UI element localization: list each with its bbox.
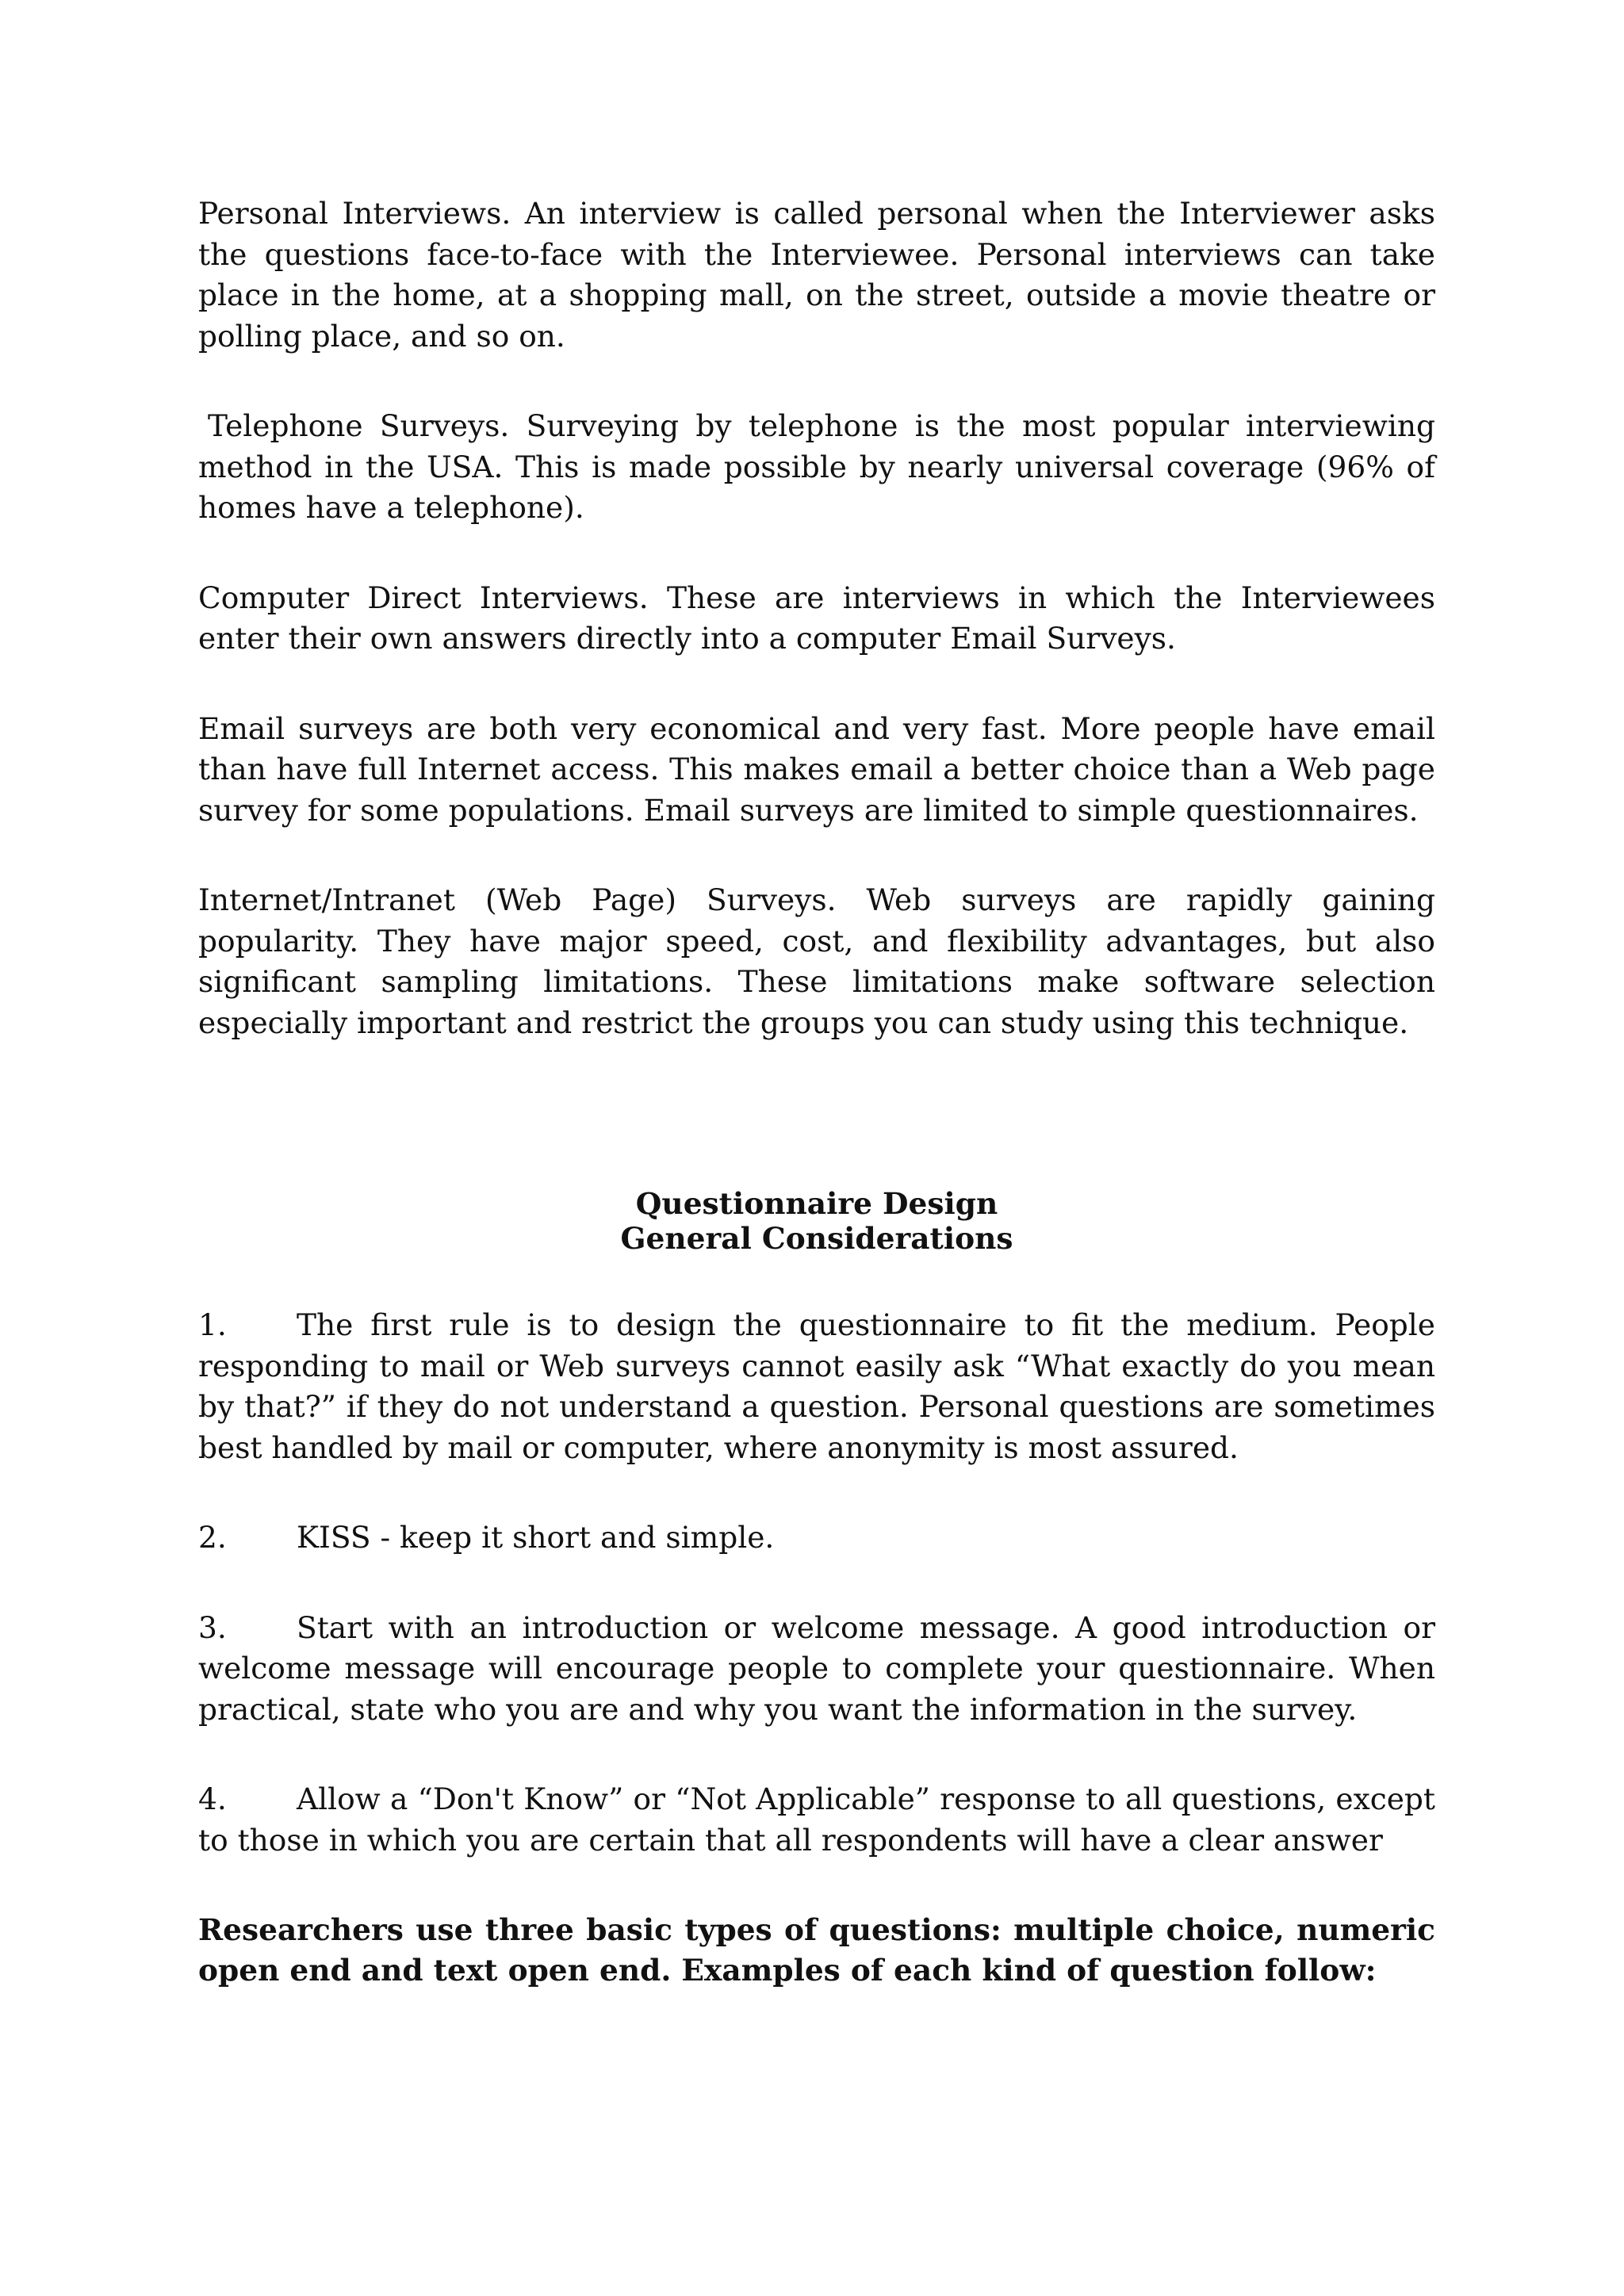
- paragraph-computer-direct-interviews: Computer Direct Interviews. These are interviews in which the Interviewees enter their own answers directly into a computer Email Surveys.: [198, 580, 1435, 656]
- list-item: [198, 1305, 1435, 1468]
- list-item-number: 4.: [198, 1781, 227, 1816]
- paragraph-telephone-surveys: Telephone Surveys. Surveying by telephone is the most popular interviewing method in the USA. This is made possible by nearly universal coverage (96% of homes have a telephone).: [198, 408, 1435, 525]
- list-item-text: Allow a “Don't Know” or “Not Applicable” response to all questions, except to those in which you are certain that all respondents will have a clear answer: [198, 1781, 1435, 1858]
- paragraph-web-page-surveys: Internet/Intranet (Web Page) Surveys. Web surveys are rapidly gaining popularity. They have major speed, cost, and flexibility advantages, but also significant sampling limitations. These limitations make software selection especially important and restrict the groups you can study using this technique.: [198, 882, 1435, 1040]
- heading-subtitle: General Considerations: [620, 1221, 1013, 1256]
- list-item-text: KISS - keep it short and simple.: [297, 1520, 775, 1555]
- list-item: [198, 1779, 1435, 1861]
- paragraph-personal-interviews: Personal Interviews. An interview is called personal when the Interviewer asks the questions face-to-face with the Interviewee. Personal interviews can take place in the home, at a shopping mall, on the street, outside a movie theatre or polling place, and so on.: [198, 196, 1435, 354]
- paragraph-email-surveys: Email surveys are both very economical and very fast. More people have email than have full Internet access. This makes email a better choice than a Web page survey for some populations. Email surveys are limited to simple questionnaires.: [198, 710, 1435, 828]
- section-heading: [198, 1186, 1435, 1256]
- list-item-number: 3.: [198, 1609, 227, 1645]
- document-body: [198, 193, 1435, 1991]
- list-item-number: 2.: [198, 1520, 227, 1555]
- list-item: [198, 1608, 1435, 1731]
- list-item-number: 1.: [198, 1307, 227, 1342]
- considerations-list: [198, 1305, 1435, 1861]
- heading-title: Questionnaire Design: [635, 1186, 998, 1221]
- list-item-text: Start with an introduction or welcome message. A good introduction or welcome message will encourage people to complete your questionnaire. When practical, state who you are and why you want the information in the survey.: [198, 1609, 1435, 1727]
- list-item: [198, 1517, 1435, 1559]
- list-item-text: The first rule is to design the questionnaire to fit the medium. People responding to mail or Web surveys cannot easily ask “What exactly do you mean by that?” if they do not understand a question. Personal questions are sometimes best handled by mail or computer, where anonymity is most assured.: [198, 1307, 1435, 1465]
- question-types-paragraph: Researchers use three basic types of questions: multiple choice, numeric open end and text open end. Examples of each kind of question follow:: [198, 1912, 1435, 1988]
